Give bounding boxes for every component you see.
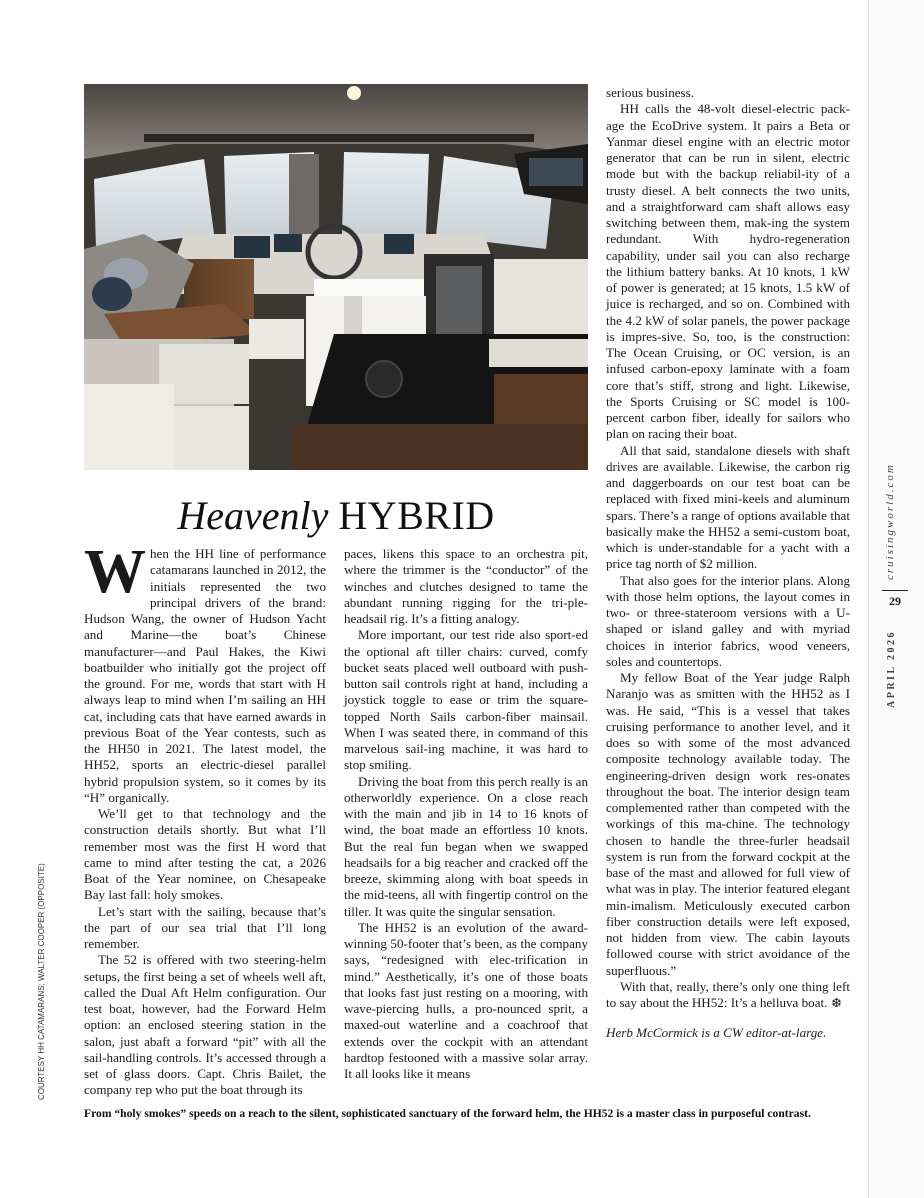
headline-italic: Heavenly (177, 493, 329, 538)
paragraph-6: More important, our test ride also sport-ed the optional aft tiller chairs: curved, comfy bucket seats placed well outboard with push-button sail controls right at hand, including a joystick toggle to ease or trim the square-topped North Sails carbon-fiber mainsail. When I was seated there, in command of this marvelous sail-ing machine, it was hard to stop smiling. (344, 627, 588, 773)
photo-credit: COURTESY HH CATAMARANS; WALTER COOPER (OPPOSITE) (37, 863, 46, 1100)
author-byline: Herb McCormick is a CW editor-at-large. (606, 1025, 827, 1041)
paragraph-1 (84, 538, 326, 806)
paragraph-5: paces, likens this space to an orchestra pit, where the trimmer is the “conductor” of the winches and clutches designed to tame the abundant running rigging for the tri-ple-headsail rig. It’s a fitting analogy. (344, 546, 588, 626)
helm-salon-illustration (84, 84, 588, 470)
paragraph-12: That also goes for the interior plans. Along with those helm options, the layout comes in two- or three-stateroom versions with a U-shaped or island galley and with myriad choices in interior fabrics, wood veneers, soles and countertops. (606, 572, 850, 669)
paragraph-3: Let’s start with the sailing, because that’s the part of our sea trial that I’ll long remember. (84, 903, 326, 951)
snowflake-end-icon: ❆ (831, 996, 842, 1010)
interior-photo (84, 84, 588, 470)
issue-date: APRIL 2026 (886, 629, 897, 708)
article-column-3 (606, 85, 850, 1042)
drop-cap: W (84, 538, 146, 606)
paragraph-9: serious business. (606, 85, 695, 100)
page-edge-rule (868, 0, 869, 1198)
page-number: 29 (882, 590, 908, 609)
paragraph-8: The HH52 is an evolution of the award-winning 50-footer that’s been, as the company says, “redesigned with elec-trification in mind.” Aesthetically, it’s one of those boats that looks fast just resting on a mooring, with wave-piercing hulls, a pro-nounced sprit, a maxed-out waterline and a coachroof that extends over the cockpit with an attendant hardtop festooned with a massive solar array. It all looks like it means (344, 919, 588, 1081)
paragraph-13: My fellow Boat of the Year judge Ralph Naranjo was as smitten with the HH52 as I was. He said, “This is a vessel that takes cruising performance to another level, and it does so with some of the most advanced composite technology available today. The engineering-driven design work res-onates throughout the boat. The interior design team complemented rather than competed with the workings of this ma-chine. The technology chosen to handle the three-furler headsail system is run from the forward cockpit at the base of the mast and allowed for full view of what was in play. The interior featured elegant min-imalism. Meticulously executed carbon fiber construction details were left exposed, not hidden from view. The cabin layouts followed course with strict avoidance of the superfluous.” (606, 670, 850, 978)
photo-caption: From “holy smokes” speeds on a reach to the silent, sophisticated sanctuary of the forward helm, the HH52 is a master class in purposeful contrast. (84, 1107, 811, 1120)
article-headline (84, 492, 588, 540)
paragraph-14-text: With that, really, there’s only one thing left to say about the HH52: It’s a helluva boat. (606, 978, 850, 1010)
paragraph-4: The 52 is offered with two steering-helm setups, the first being a set of wheels well aft, called the Dual Aft Helm configuration. Our test boat, however, had the Forward Helm option: an enclosed steering station in the salon, just abaft a forward “pit” with all the sail-handling controls. It’s accessed through a set of glass doors. Capt. Chris Bailet, the company rep who put the boat through its (84, 952, 326, 1098)
article-column-2 (344, 546, 588, 1082)
site-url: cruisingworld.com (884, 463, 896, 580)
article-column-1 (84, 538, 326, 1099)
paragraph-7: Driving the boat from this perch really is an otherworldly experience. On a close reach with the main and jib in 14 to 16 knots of wind, the boat made an effortless 10 knots. But the real fun began when we swapped headsails for a big reacher and cracked off the breeze, skimming along with boat speeds in the mid-teens, all with fingertip control on the tiller. It was quite the singular sensation. (344, 773, 588, 919)
paragraph-1-text: hen the HH line of performance catamarans launched in 2012, the initials represented the two principal drivers of the brand: Hudson Wang, the owner of Hudson Yacht and Marine—the boat’s Chinese manufacturer—and Paul Hakes, the Kiwi boatbuilder who initially got the project off the ground. For me, words that start with H always leap to mind when I’m sailing an HH cat, including cats that have earned awards in previous Boat of the Year contests, such as the HH50 in 2021. The latest model, the HH52, sports an electric-diesel parallel hybrid propulsion system, so it comes by its “H” organically. (84, 546, 326, 805)
headline-caps: HYBRID (338, 493, 495, 538)
paragraph-10: HH calls the 48-volt diesel-electric pack-age the EcoDrive system. It pairs a Beta or Yanmar diesel engine with an electric motor generator that can be run in silent, electric mode but with the backup reliabil-ity of a trusty diesel. A belt connects the two units, and a straightforward cam shaft allows easy switching between them, mak-ing the system redundant. With hydro-regeneration capability, under sail you can also recharge the lithium battery banks. At 10 knots, 1 kW of power is generated; at 15 knots, 1.5 kW of juice is recharged, and so on. Combined with the 4.2 kW of solar panels, the power package is impres-sive. So, too, is the construction: The Ocean Cruising, or OC version, is an infused carbon-epoxy laminate with a foam core that’s stiff, strong and light. Likewise, the Sports Cruising or SC model is 100-percent carbon fiber, ideally for sailors who plan on racing their boat. (606, 101, 850, 442)
paragraph-14 (606, 979, 850, 1012)
paragraph-11: All that said, standalone diesels with shaft drives are available. Likewise, the carbon rig and daggerboards on our test boat can be replaced with fixed mini-keels and aluminum spars. There’s a range of options available that basically make the HH52 a semi-custom boat, which is under-standable for a yacht with a price tag north of $2 million. (606, 442, 850, 572)
paragraph-2: We’ll get to that technology and the construction details shortly. But what I’ll remember most was the first H word that came to mind after testing the cat, a 2026 Boat of the Year nominee, on Chesapeake Bay last fall: holy smokes. (84, 806, 326, 903)
